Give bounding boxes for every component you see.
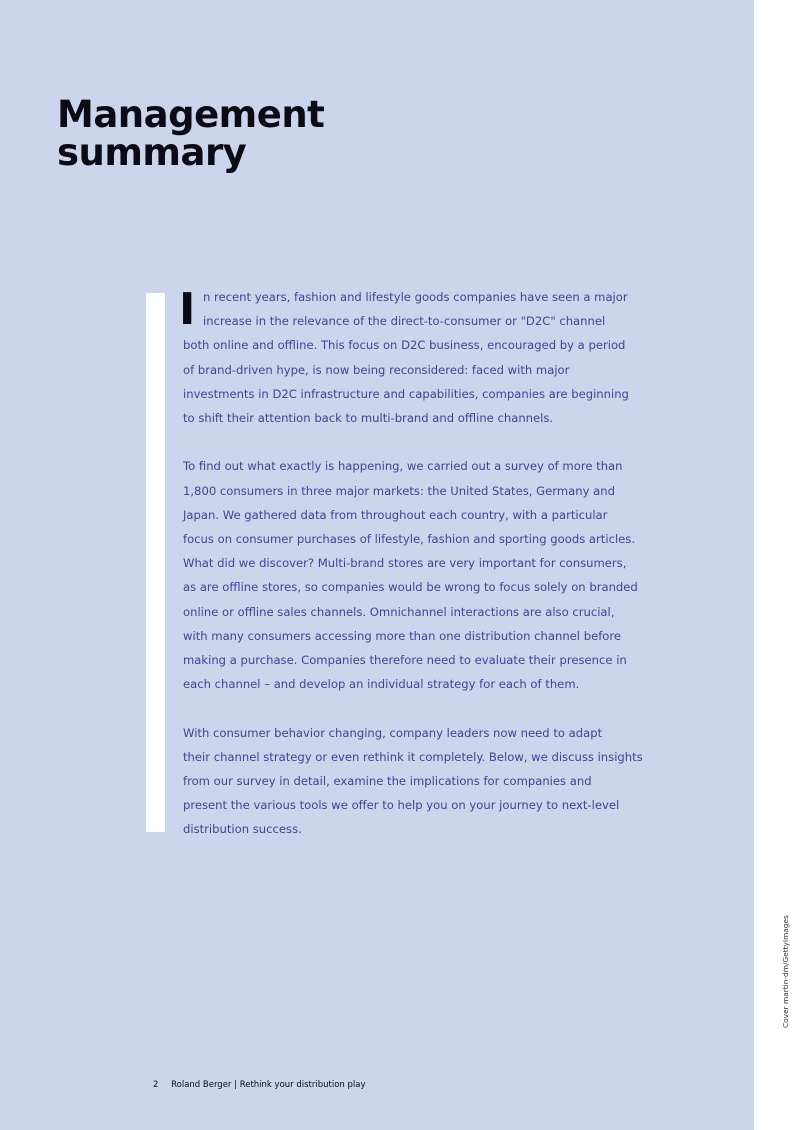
text-line: both online and offline. This focus on D2C business, encouraged by a period xyxy=(183,338,626,353)
text-line: making a purchase. Companies therefore need to evaluate their presence in xyxy=(183,653,627,668)
text-line: With consumer behavior changing, company leaders now need to adapt xyxy=(183,725,603,740)
text-line: each channel – and develop an individual strategy for each of them. xyxy=(183,677,580,692)
text-line: their channel strategy or even rethink it completely. Below, we discuss insights xyxy=(183,749,643,764)
text-line: 1,800 consumers in three major markets: the United States, Germany and xyxy=(183,483,615,498)
text-line: Japan. We gathered data from throughout each country, with a particular xyxy=(183,507,608,522)
text-line: What did we discover? Multi-brand stores are very important for consumers, xyxy=(183,556,627,571)
title-line-1: Management xyxy=(57,93,325,136)
page-number: 2 xyxy=(153,1080,159,1090)
paragraph-gap xyxy=(183,696,628,720)
page-footer xyxy=(153,1080,366,1090)
text-line: focus on consumer purchases of lifestyle, fashion and sporting goods articles. xyxy=(183,532,636,547)
text-line: To find out what exactly is happening, we carried out a survey of more than xyxy=(183,459,623,474)
text-line: increase in the relevance of the direct-to-consumer or "D2C" channel xyxy=(203,314,606,329)
paragraph-2 xyxy=(183,454,638,696)
paragraph-1 xyxy=(183,285,628,430)
drop-cap: I xyxy=(179,284,196,335)
text-line: n recent years, fashion and lifestyle goods companies have seen a major xyxy=(203,290,628,304)
text-line: with many consumers accessing more than one distribution channel before xyxy=(183,628,622,643)
text-line: as are offline stores, so companies would be wrong to focus solely on branded xyxy=(183,580,638,595)
text-line: from our survey in detail, examine the implications for companies and xyxy=(183,774,592,789)
summary-body xyxy=(183,285,643,842)
text-line: to shift their attention back to multi-brand and offline channels. xyxy=(183,411,554,426)
title-line-2: summary xyxy=(57,131,247,174)
text-line: online or offline sales channels. Omnichannel interactions are also crucial, xyxy=(183,604,615,619)
text-line: investments in D2C infrastructure and capabilities, companies are beginning xyxy=(183,386,629,401)
accent-bar xyxy=(146,293,165,832)
image-credit: Cover martin-dm/GettyImages xyxy=(781,915,790,1028)
footer-text: Roland Berger | Rethink your distribution play xyxy=(171,1080,366,1090)
page-title xyxy=(57,93,325,174)
text-line: distribution success. xyxy=(183,822,302,837)
paragraph-gap xyxy=(183,430,628,454)
text-line: of brand-driven hype, is now being reconsidered: faced with major xyxy=(183,362,570,377)
text-line: present the various tools we offer to help you on your journey to next-level xyxy=(183,798,620,813)
paragraph-3 xyxy=(183,721,643,842)
